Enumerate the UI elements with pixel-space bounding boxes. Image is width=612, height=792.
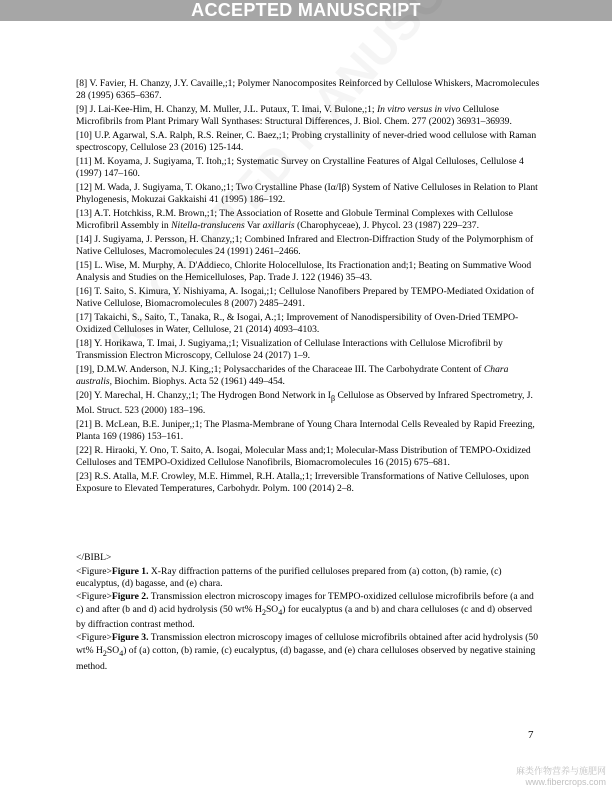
reference-item: [10] U.P. Agarwal, S.A. Ralph, R.S. Reiner, C. Baez,;1; Probing crystallinity of never-dried wood cellulose with Raman spectroscopy, Cellulose 23 (2016) 125-144.: [76, 130, 537, 154]
reference-item: [19], D.M.W. Anderson, N.J. King,;1; Polysaccharides of the Characeae III. The Carbohydrate Content of Chara australis, Biochim. Biophys. Acta 52 (1961) 449–454.: [76, 364, 509, 388]
reference-item: [23] R.S. Atalla, M.F. Crowley, M.E. Himmel, R.H. Atalla,;1; Irreversible Transformations of Native Celluloses, upon Exposure to Elevated Temperatures, Carbohydr. Polym. 100 (2014) 2–8.: [76, 470, 529, 495]
reference-item: [8] V. Favier, H. Chanzy, J.Y. Cavaille,;1; Polymer Nanocomposites Reinforced by Cellulose Whiskers, Macromolecules 28 (1995) 6365–6367.: [76, 78, 540, 102]
page-number: 7: [528, 729, 534, 741]
figure-caption-3: <Figure>Figure 3. Transmission electron microscopy images of cellulose microfibrils obtained after acid hydrolysis (50 wt% $H_2SO_4$) of (a) cotton, (b) ramie, (c) eucalyptus, (d) bagasse, and (e) chara celluloses observed by negative staining method.: [76, 632, 539, 672]
reference-item: [11] M. Koyama, J. Sugiyama, T. Itoh,;1; Systematic Survey on Crystalline Features of Algal Celluloses, Cellulose 4 (1997) 147–160.: [76, 156, 524, 180]
reference-item: [22] R. Hiraoki, Y. Ono, T. Saito, A. Isogai, Molecular Mass and;1; Molecular-Mass Distribution of TEMPO-Oxidized Celluloses and TEMPO-Oxidized Cellulose Nanofibrils, Biomacromolecules 16 (2015) 675–681.: [76, 444, 531, 469]
reference-item: [14] J. Sugiyama, J. Persson, H. Chanzy,;1; Combined Infrared and Electron-Diffraction Study of the Polymorphism of Native Celluloses, Macromolecules 24 (1991) 2461–2466.: [76, 234, 534, 258]
reference-item: [13] A.T. Hotchkiss, R.M. Brown,;1; The Association of Rosette and Globule Terminal Complexes with Cellulose Microfibril Assembly in Nitella-translucens Var axillaris (Charophyceae), J. Phycol. 23 (1987) 229–237.: [76, 208, 513, 232]
reference-item: [20] Y. Marechal, H. Chanzy,;1; The Hydrogen Bond Network in $I_\beta$ Cellulose as Observed by Infrared Spectrometry, J. Mol. Struct. 523 (2000) 183–196.: [76, 390, 533, 417]
accepted-manuscript-banner: ACCEPTED MANUSCRIPT: [0, 0, 612, 21]
footer-watermark-line: 麻类作物营养与施肥网: [515, 766, 606, 776]
reference-item: [12] M. Wada, J. Sugiyama, T. Okano,;1; Two Crystalline Phase (Iα/Iβ) System of Native Celluloses in Relation to Plant Phylogenesis, Mokuzai Gakkaishi 41 (1995) 186–192.: [76, 182, 538, 206]
footer-watermark: [516, 766, 606, 788]
reference-item: [15] L. Wise, M. Murphy, A. D'Addieco, Chlorite Holocellulose, Its Fractionation and;1; Beating on Summative Wood Analysis and Studies on the Hemicelluloses, Pap. Trade J. 122 (1946) 35–43.: [76, 260, 532, 284]
figure-captions: [76, 552, 542, 674]
footer-watermark-line: www.fibercrops.com: [525, 777, 606, 787]
reference-item: [9] J. Lai-Kee-Him, H. Chanzy, M. Muller, J.L. Putaux, T. Imai, V. Bulone,;1; In vitro versus in vivo Cellulose Microfibrils from Plant Primary Wall Synthases: Structural Differences, J. Biol. Chem. 277 (2002) 36931–36939.: [76, 104, 512, 128]
reference-list: [76, 78, 542, 497]
figure-caption-1: <Figure>Figure 1. X-Ray diffraction patterns of the purified celluloses prepared from (a) cotton, (b) ramie, (c) eucalyptus, (d) bagasse, and (e) chara.: [76, 565, 502, 590]
bibl-close-tag: </BIBL>: [76, 552, 112, 563]
reference-item: [17] Takaichi, S., Saito, T., Tanaka, R., & Isogai, A.;1; Improvement of Nanodispersibility of Oven-Dried TEMPO-Oxidized Celluloses in Water, Cellulose, 21 (2014) 4093–4103.: [76, 312, 519, 336]
reference-item: [16] T. Saito, S. Kimura, Y. Nishiyama, A. Isogai,;1; Cellulose Nanofibers Prepared by TEMPO-Mediated Oxidation of Native Cellulose, Biomacromolecules 8 (2007) 2485–2491.: [76, 286, 535, 310]
reference-item: [18] Y. Horikawa, T. Imai, J. Sugiyama,;1; Visualization of Cellulase Interactions with Cellulose Microfibril by Transmission Electron Microscopy, Cellulose 24 (2017) 1–9.: [76, 338, 503, 362]
figure-caption-2: <Figure>Figure 2. Transmission electron microscopy images for TEMPO-oxidized cellulose microfibrils before (a and c) and after (b and d) acid hydrolysis (50 wt% $H_2SO_4$) for eucalyptus (a and b) and chara celluloses (c and d) observed by diffraction contrast method.: [76, 591, 534, 631]
reference-item: [21] B. McLean, B.E. Juniper,;1; The Plasma-Membrane of Young Chara Internodal Cells Revealed by Rapid Freezing, Planta 169 (1986) 153–161.: [76, 418, 535, 443]
